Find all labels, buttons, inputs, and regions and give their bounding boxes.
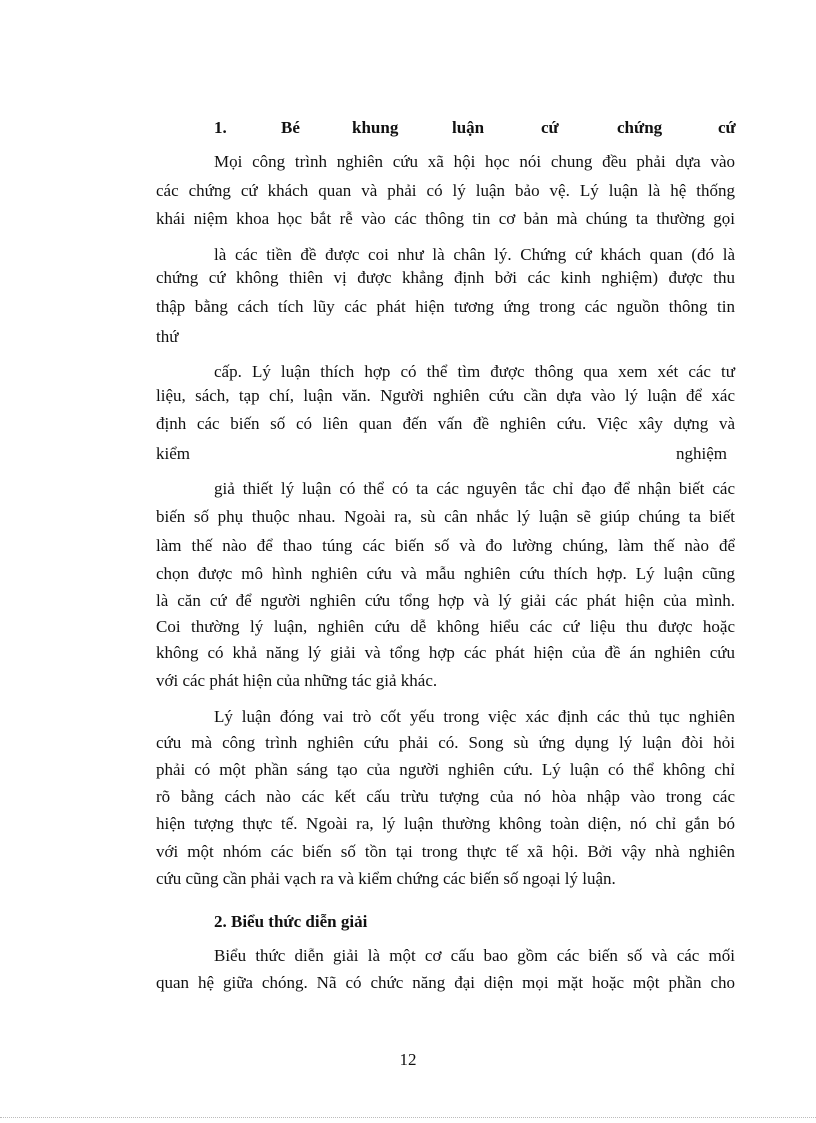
text-line: liệu, sách, tạp chí, luận văn. Người nghiên cứu cần dựa vào lý luận để xác bbox=[156, 386, 735, 405]
text-line: định các biến số có liên quan đến vấn đề nghiên cứu. Việc xây dựng và bbox=[156, 414, 735, 433]
heading-word: chứng bbox=[617, 118, 663, 137]
text-line: Lý luận đóng vai trò cốt yếu trong việc xác định các thủ tục nghiên bbox=[214, 707, 735, 726]
text-line: với các phát hiện của những tác giả khác. bbox=[156, 671, 438, 690]
heading-word: luận bbox=[452, 118, 485, 137]
text-line: rõ bằng cách nào các kết cấu trừu tượng của nó hòa nhập vào trong các bbox=[156, 787, 735, 806]
page-bottom-divider bbox=[0, 1117, 816, 1118]
text-line: chứng cứ không thiên vị được khẳng định bởi các kinh nghiệm) được thu bbox=[156, 268, 735, 287]
text-line: cứu cũng cần phải vạch ra và kiểm chứng các biến số ngoại lý luận. bbox=[156, 869, 616, 888]
text-line: quan hệ giữa chóng. Nã có chức năng đại diện mọi mặt hoặc một phần cho bbox=[156, 973, 735, 992]
heading-word: cứ bbox=[718, 118, 736, 137]
text-line: giả thiết lý luận có thể có ta các nguyên tắc chỉ đạo để nhận biết các bbox=[214, 479, 735, 498]
text-line: hiện tượng thực tế. Ngoài ra, lý luận thường không toàn diện, nó chỉ gắn bó bbox=[156, 814, 735, 833]
text-line: thập bằng cách tích lũy các phát hiện tương ứng trong các nguồn thông tin bbox=[156, 297, 735, 316]
section-heading-2: 2. Biểu thức diễn giải bbox=[214, 912, 368, 931]
text-line: biến số phụ thuộc nhau. Ngoài ra, sù cân nhắc lý luận sẽ giúp chúng ta biết bbox=[156, 507, 735, 526]
text-line: các chứng cứ khách quan và phải có lý luận bảo vệ. Lý luận là hệ thống bbox=[156, 181, 735, 200]
text-line: nghiệm bbox=[676, 444, 727, 463]
text-line: Biểu thức diễn giải là một cơ cấu bao gồm các biến số và các mối bbox=[214, 946, 735, 965]
text-line: khái niệm khoa học bắt rễ vào các thông tin cơ bản mà chúng ta thường gọi bbox=[156, 209, 735, 228]
heading-word: Bé bbox=[281, 118, 300, 137]
text-line: là căn cứ để người nghiên cứu tổng hợp và lý giải các phát hiện của mình. bbox=[156, 591, 735, 610]
text-line: cứu mà công trình nghiên cứu phải có. Song sù ứng dụng lý luận đòi hỏi bbox=[156, 733, 735, 752]
text-line: cấp. Lý luận thích hợp có thể tìm được thông qua xem xét các tư bbox=[214, 362, 735, 381]
text-line: với một nhóm các biến số tồn tại trong thực tế xã hội. Bởi vậy nhà nghiên bbox=[156, 842, 735, 861]
text-line: thứ bbox=[156, 327, 179, 346]
text-line: Coi thường lý luận, nghiên cứu dễ không hiểu các cứ liệu thu được hoặc bbox=[156, 617, 735, 636]
heading-number: 1. bbox=[214, 118, 227, 137]
text-line: không có khả năng lý giải và tổng hợp các phát hiện của đề án nghiên cứu bbox=[156, 643, 735, 662]
heading-word: cứ bbox=[541, 118, 559, 137]
text-line: chọn được mô hình nghiên cứu và mẫu nghiên cứu thích hợp. Lý luận cũng bbox=[156, 564, 735, 583]
text-line: làm thế nào để thao túng các biến số và đo lường chúng, làm thế nào để bbox=[156, 536, 735, 555]
text-line: kiểm bbox=[156, 444, 190, 463]
text-line: là các tiền đề được coi như là chân lý. Chứng cứ khách quan (đó là bbox=[214, 245, 735, 264]
text-line: Mọi công trình nghiên cứu xã hội học nói chung đều phải dựa vào bbox=[214, 152, 735, 171]
page-number: 12 bbox=[399, 1050, 417, 1069]
heading-word: khung bbox=[352, 118, 399, 137]
text-line: phải có một phần sáng tạo của người nghiên cứu. Lý luận có thể không chỉ bbox=[156, 760, 735, 779]
